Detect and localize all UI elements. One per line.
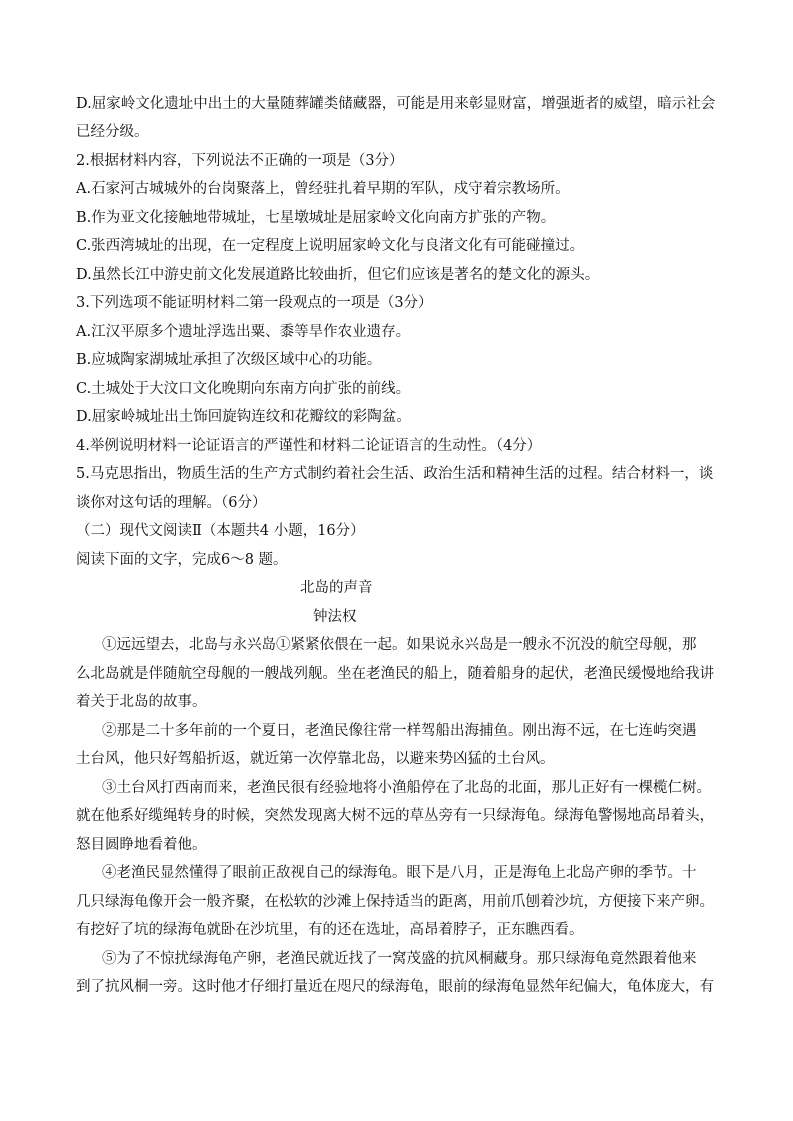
q3-option-a: A.江汉平原多个遗址浮选出粟、黍等旱作农业遗存。 [76, 324, 411, 340]
section-heading: （二）现代文阅读Ⅱ（本题共4 小题，16分） [76, 523, 365, 539]
q2-option-b: B.作为亚文化接触地带城址，七星墩城址是屈家岭文化向南方扩张的产物。 [76, 210, 556, 226]
paragraph-2-line-2: 土台风，他只好驾船折返，就近第一次停靠北岛，以避来势凶猛的土台风。 [76, 751, 555, 767]
paragraph-5-line-1: ⑤为了不惊扰绿海龟产卵，老渔民就近找了一窝茂盛的抗风桐藏身。那只绿海龟竟然跟着他来 [102, 951, 697, 967]
question-4: 4.举例说明材料一论证语言的严谨性和材料二论证语言的生动性。（4分） [76, 438, 542, 454]
paragraph-4-line-1: ④老渔民显然懂得了眼前正敌视自己的绿海龟。眼下是八月，正是海龟上北岛产卵的季节。十 [102, 865, 697, 881]
paragraph-3-line-3: 怒目圆睁地看着他。 [76, 837, 207, 853]
paragraph-4-line-2: 几只绿海龟像开会一般齐聚，在松软的沙滩上保持适当的距离，用前爪刨着沙坑，方便接下来产卵。 [76, 894, 714, 910]
paragraph-1-line-3: 着关于北岛的故事。 [76, 694, 207, 710]
option-d-line-2: 已经分级。 [76, 124, 149, 140]
option-d-line-1: D.屈家岭文化遗址中出土的大量随葬罐类储藏器，可能是用来彰显财富，增强逝者的威望，暗示社会 [76, 96, 716, 112]
paragraph-2-line-1: ②那是二十多年前的一个夏日，老渔民像往常一样驾船出海捕鱼。刚出海不远，在七连屿突遇 [102, 723, 697, 739]
q2-option-d: D.虽然长江中游史前文化发展道路比较曲折，但它们应该是著名的楚文化的源头。 [76, 267, 600, 283]
paragraph-4-line-3: 有挖好了坑的绿海龟就卧在沙坑里，有的还在选址，高昂着脖子，正东瞧西看。 [76, 922, 584, 938]
q3-option-c: C.土城处于大汶口文化晚期向东南方向扩张的前线。 [76, 381, 411, 397]
paragraph-5-line-2: 到了抗风桐一旁。这时他才仔细打量近在咫尺的绿海龟，眼前的绿海龟显然年纪偏大，龟体庞大，有 [76, 979, 714, 995]
reading-instruction: 阅读下面的文字，完成6～8 题。 [76, 552, 288, 568]
paragraph-1-line-1: ①远远望去，北岛与永兴岛①紧紧依偎在一起。如果说永兴岛是一艘永不沉没的航空母舰，那 [102, 637, 697, 653]
q3-option-b: B.应城陶家湖城址承担了次级区域中心的功能。 [76, 352, 382, 368]
question-5-line-1: 5.马克思指出，物质生活的生产方式制约着社会生活、政治生活和精神生活的过程。结合材料一，谈 [76, 466, 714, 482]
paragraph-1-line-2: 么北岛就是伴随航空母舰的一艘战列舰。坐在老渔民的船上，随着船身的起伏，老渔民缓慢地给我讲 [76, 666, 714, 682]
question-3: 3.下列选项不能证明材料二第一段观点的一项是（3分） [76, 295, 433, 311]
q2-option-c: C.张西湾城址的出现，在一定程度上说明屈家岭文化与良渚文化有可能碰撞过。 [76, 238, 585, 254]
paragraph-3-line-2: 就在他系好缆绳转身的时候，突然发现离大树不远的草丛旁有一只绿海龟。绿海龟警惕地高昂着头， [76, 808, 714, 824]
article-title: 北岛的声音 [300, 580, 373, 596]
q2-option-a: A.石家河古城城外的台岗聚落上，曾经驻扎着早期的军队，戍守着宗教场所。 [76, 181, 570, 197]
paragraph-3-line-1: ③土台风打西南而来，老渔民很有经验地将小渔船停在了北岛的北面，那儿正好有一棵榄仁树。 [102, 780, 711, 796]
question-2: 2.根据材料内容，下列说法不正确的一项是（3分） [76, 153, 404, 169]
q3-option-d: D.屈家岭城址出土饰回旋钩连纹和花瓣纹的彩陶盆。 [76, 409, 411, 425]
article-author: 钟法权 [313, 609, 357, 625]
question-5-line-2: 谈你对这句话的理解。（6分） [76, 495, 267, 511]
